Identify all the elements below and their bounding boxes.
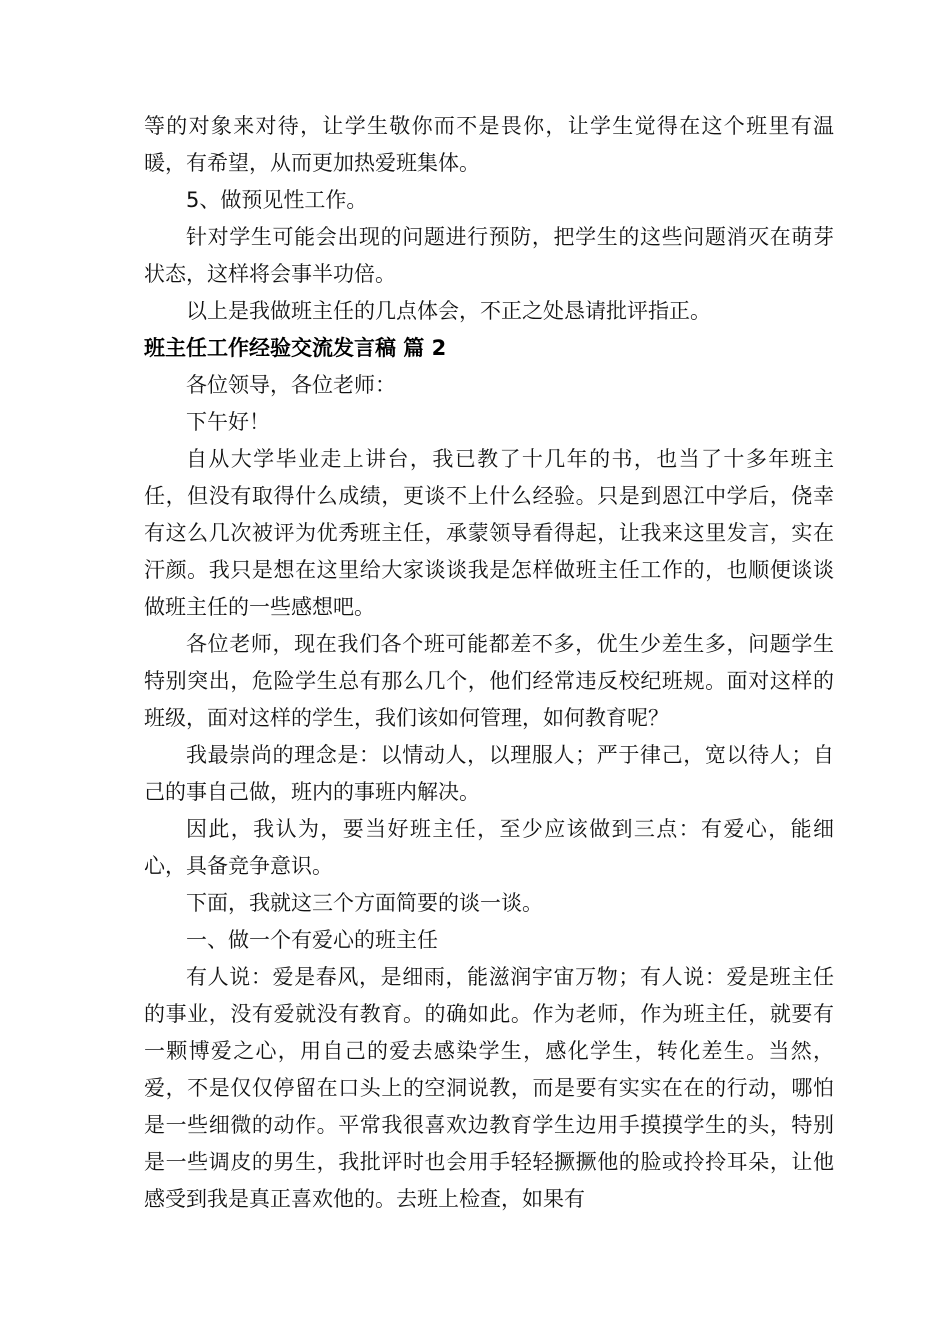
paragraph: 一、做一个有爱心的班主任 bbox=[186, 928, 438, 952]
paragraph: 我最崇尚的理念是：以情动人，以理服人；严于律己，宽以待人；自己的事自己做，班内的事班内解决。 bbox=[144, 743, 834, 804]
paragraph: 各位老师，现在我们各个班可能都差不多，优生少差生多，问题学生特别突出，危险学生总有那么几个，他们经常违反校纪班规。面对这样的班级，面对这样的学生，我们该如何管理，如何教育呢？ bbox=[144, 632, 834, 730]
paragraph: 各位领导，各位老师： bbox=[186, 373, 396, 397]
paragraph: 等的对象来对待，让学生敬你而不是畏你，让学生觉得在这个班里有温暖，有希望，从而更加热爱班集体。 bbox=[144, 114, 834, 175]
paragraph: 下午好！ bbox=[186, 410, 270, 434]
paragraph: 针对学生可能会出现的问题进行预防，把学生的这些问题消灭在萌芽状态，这样将会事半功倍。 bbox=[144, 225, 834, 286]
paragraph: 5、做预见性工作。 bbox=[186, 188, 368, 212]
paragraph: 自从大学毕业走上讲台，我已教了十几年的书，也当了十多年班主任，但没有取得什么成绩，更谈不上什么经验。只是到恩江中学后，侥幸有这么几次被评为优秀班主任，承蒙领导看得起，让我来这里发言，实在汗颜。我只是想在这里给大家谈谈我是怎样做班主任工作的，也顺便谈谈做班主任的一些感想吧。 bbox=[144, 447, 834, 619]
paragraph: 下面，我就这三个方面简要的谈一谈。 bbox=[186, 891, 543, 915]
paragraph: 以上是我做班主任的几点体会，不正之处恳请批评指正。 bbox=[186, 299, 711, 323]
document-body bbox=[144, 108, 834, 1218]
paragraph: 有人说：爱是春风，是细雨，能滋润宇宙万物；有人说：爱是班主任的事业，没有爱就没有教育。的确如此。作为老师，作为班主任，就要有一颗博爱之心，用自己的爱去感染学生，感化学生，转化差生。当然，爱，不是仅仅停留在口头上的空洞说教，而是要有实实在在的行动，哪怕是一些细微的动作。平常我很喜欢边教育学生边用手摸摸学生的头，特别是一些调皮的男生，我批评时也会用手轻轻撅撅他的脸或拎拎耳朵，让他感受到我是真正喜欢他的。去班上检查，如果有 bbox=[144, 965, 834, 1211]
paragraph: 因此，我认为，要当好班主任，至少应该做到三点：有爱心，能细心，具备竞争意识。 bbox=[144, 817, 834, 878]
section-heading: 班主任工作经验交流发言稿 篇 2 bbox=[144, 336, 447, 360]
